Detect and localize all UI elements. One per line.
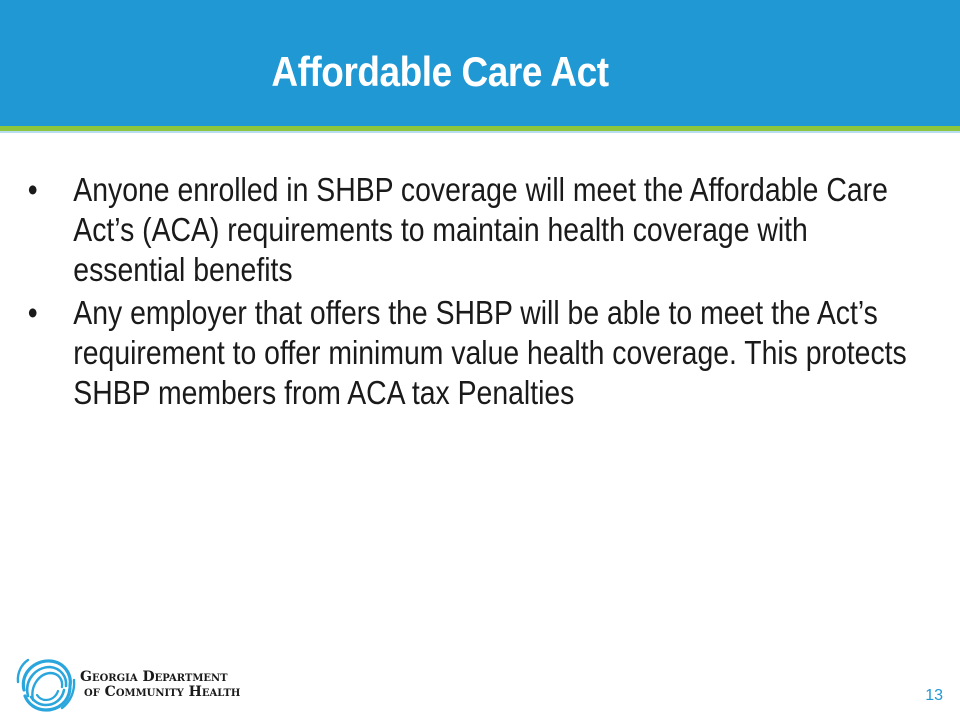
organization-name-line2: of Community Health [84,684,241,700]
organization-name [80,670,240,700]
bullet-text: Any employer that offers the SHBP will be able to meet the Act’s requirement to offer minimum value health coverage. This protects SHBP members from ACA tax Penalties [73,294,907,411]
bullet-item [26,170,920,290]
organization-name-line1: Georgia Department [80,669,228,685]
title-bar-underline [0,131,960,133]
bullet-text: Anyone enrolled in SHBP coverage will meet the Affordable Care Act’s (ACA) requirements to maintain health coverage with essential benefits [73,171,888,288]
bullet-item [26,293,920,413]
bullet-marker: • [27,171,38,208]
dch-logo-icon [14,652,78,716]
bullet-list [26,170,920,416]
bullet-marker: • [27,294,38,331]
page-number: 13 [925,687,943,704]
slide-title: Affordable Care Act [271,48,609,95]
